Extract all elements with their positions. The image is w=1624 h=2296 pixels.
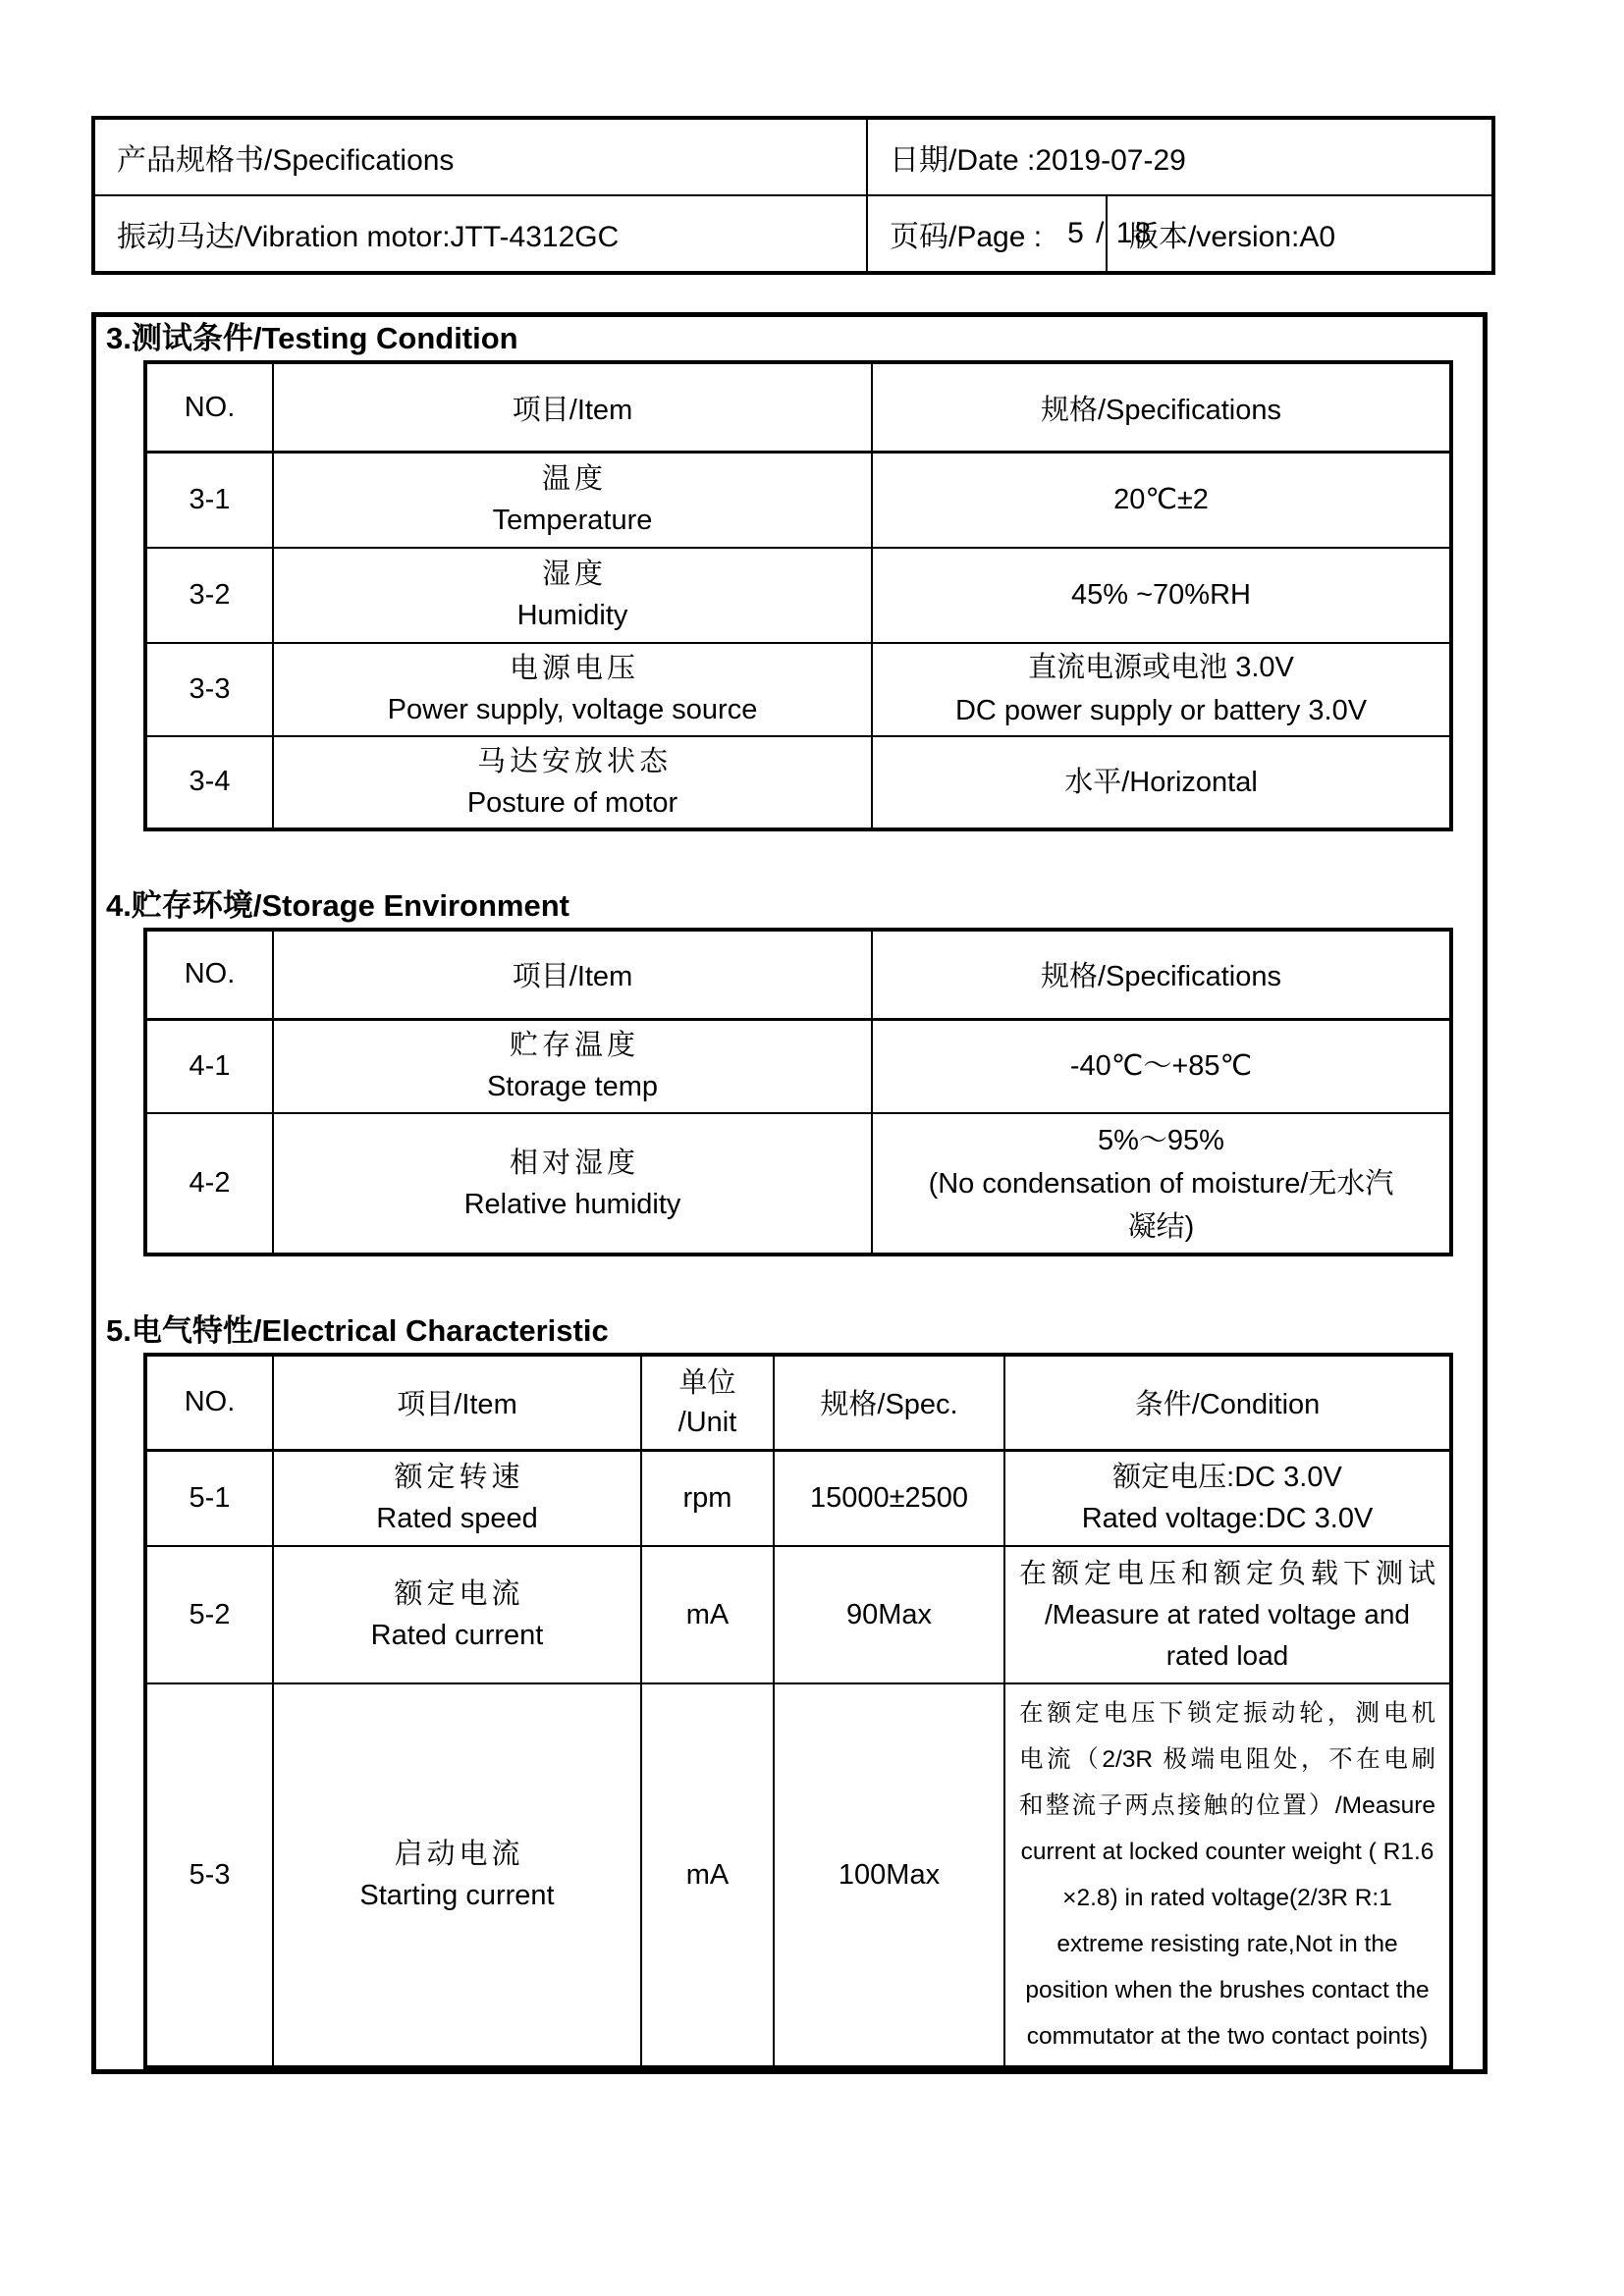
item-cell xyxy=(273,1113,872,1255)
row-no: 3-2 xyxy=(145,548,273,643)
col-header-spec: 规格/Spec. xyxy=(774,1355,1004,1450)
row-no: 4-2 xyxy=(145,1113,273,1255)
table-header-row xyxy=(145,362,1451,453)
item-cn: 相对湿度 xyxy=(509,1147,639,1179)
unit-cell: mA xyxy=(641,1546,774,1683)
document-header-table xyxy=(91,116,1495,275)
table-header-row xyxy=(145,1355,1451,1450)
item-en: Humidity xyxy=(516,600,628,631)
doc-date-cell xyxy=(868,120,1491,194)
electrical-characteristic-table xyxy=(143,1353,1453,2069)
row-no: 3-4 xyxy=(145,736,273,829)
doc-version-cell xyxy=(1108,196,1491,271)
spec-cell xyxy=(872,736,1451,829)
item-cell xyxy=(273,548,872,643)
condition-line: 额定电压:DC 3.0V xyxy=(1112,1462,1342,1494)
unit-header-cn: 单位 xyxy=(678,1366,736,1399)
item-en: Starting current xyxy=(359,1880,555,1911)
doc-title: 产品规格书/Specifications xyxy=(117,144,455,177)
item-en: Temperature xyxy=(492,505,653,537)
doc-date: 日期/Date :2019-07-29 xyxy=(890,144,1186,177)
table-row xyxy=(145,1113,1451,1255)
table-header-row xyxy=(145,930,1451,1020)
item-cell xyxy=(273,643,872,736)
col-header-condition: 条件/Condition xyxy=(1004,1355,1451,1450)
content-box xyxy=(91,312,1488,2074)
col-header-item: 项目/Item xyxy=(273,1355,641,1450)
col-header-item: 项目/Item xyxy=(273,930,872,1020)
item-cell xyxy=(273,736,872,829)
col-header-item: 项目/Item xyxy=(273,362,872,453)
item-cell xyxy=(273,1450,641,1546)
condition-line: /Measure at rated voltage and xyxy=(1044,1599,1410,1629)
testing-condition-table xyxy=(143,360,1453,831)
section3-title: 3.测试条件/Testing Condition xyxy=(106,321,518,355)
col-header-unit xyxy=(641,1355,774,1450)
condition-line: ×2.8) in rated voltage(2/3R R:1 xyxy=(1062,1885,1392,1911)
spec-line: (No condensation of moisture/无水汽 xyxy=(928,1167,1394,1200)
row-no: 4-1 xyxy=(145,1019,273,1113)
spec-cell xyxy=(872,548,1451,643)
spec-line: 凝结) xyxy=(1127,1210,1195,1243)
item-cn: 启动电流 xyxy=(394,1839,524,1870)
spec-line: 5%～95% xyxy=(1098,1124,1224,1156)
item-cn: 贮存温度 xyxy=(509,1030,639,1062)
doc-motor: 振动马达/Vibration motor:JTT-4312GC xyxy=(117,221,620,253)
item-cn: 额定电流 xyxy=(394,1578,524,1610)
condition-line: position when the brushes contact the xyxy=(1025,1977,1430,2003)
table-row xyxy=(145,1019,1451,1113)
table-row xyxy=(145,1450,1451,1546)
row-no: 5-2 xyxy=(145,1546,273,1683)
condition-line: rated load xyxy=(1165,1640,1289,1671)
col-header-no: NO. xyxy=(145,930,273,1020)
doc-title-cell xyxy=(95,120,868,194)
spec-line: 45% ~70%RH xyxy=(1071,579,1251,611)
table-row xyxy=(145,453,1451,548)
item-cell xyxy=(273,1546,641,1683)
spec-line: 水平/Horizontal xyxy=(1064,766,1258,798)
condition-line: extreme resisting rate,Not in the xyxy=(1056,1931,1398,1957)
spec-cell xyxy=(872,1019,1451,1113)
header-row-1 xyxy=(95,120,1491,194)
table-row xyxy=(145,1546,1451,1683)
section4-title: 4.贮存环境/Storage Environment xyxy=(106,887,569,923)
item-en: Rated speed xyxy=(376,1503,538,1535)
col-header-spec: 规格/Specifications xyxy=(872,930,1451,1020)
item-en: Rated current xyxy=(370,1620,544,1651)
spec-line: -40℃～+85℃ xyxy=(1069,1050,1253,1083)
condition-cell xyxy=(1004,1450,1451,1546)
unit-header-en: /Unit xyxy=(677,1406,737,1438)
doc-motor-cell xyxy=(95,196,868,271)
section5-title: 5.电气特性/Electrical Characteristic xyxy=(106,1313,609,1348)
condition-line: 在额定电压下锁定振动轮，测电机 xyxy=(1019,1700,1435,1727)
item-en: Power supply, voltage source xyxy=(387,694,758,725)
col-header-spec: 规格/Specifications xyxy=(872,362,1451,453)
col-header-no: NO. xyxy=(145,1355,273,1450)
condition-line: Rated voltage:DC 3.0V xyxy=(1081,1503,1374,1535)
row-no: 3-3 xyxy=(145,643,273,736)
item-cell xyxy=(273,1019,872,1113)
spec-cell: 15000±2500 xyxy=(774,1450,1004,1546)
spec-cell xyxy=(872,1113,1451,1255)
spec-cell: 90Max xyxy=(774,1546,1004,1683)
item-cn: 电源电压 xyxy=(509,653,639,684)
item-en: Relative humidity xyxy=(463,1188,681,1220)
item-cn: 温度 xyxy=(541,463,607,496)
storage-environment-table xyxy=(143,928,1453,1257)
table-row xyxy=(145,1683,1451,2067)
item-cell xyxy=(273,453,872,548)
unit-cell: rpm xyxy=(641,1450,774,1546)
row-no: 5-3 xyxy=(145,1683,273,2067)
condition-cell xyxy=(1004,1546,1451,1683)
item-cn: 马达安放状态 xyxy=(476,745,672,777)
doc-page-cell xyxy=(868,196,1154,271)
table-row xyxy=(145,643,1451,736)
table-row xyxy=(145,548,1451,643)
item-cn: 额定转速 xyxy=(394,1462,524,1494)
condition-line: 在额定电压和额定负载下测试 xyxy=(1019,1558,1435,1588)
row-no: 3-1 xyxy=(145,453,273,548)
condition-line: 电流（2/3R 极端电阻处，不在电刷 xyxy=(1019,1746,1435,1773)
item-en: Posture of motor xyxy=(466,786,678,819)
spec-cell xyxy=(872,453,1451,548)
condition-line: commutator at the two contact points) xyxy=(1026,2023,1429,2050)
header-row-2 xyxy=(95,194,1491,271)
spec-line: 20℃±2 xyxy=(1113,484,1209,516)
condition-line: 和整流子两点接触的位置）/Measure xyxy=(1019,1792,1435,1819)
item-cn: 湿度 xyxy=(541,559,607,590)
condition-line: current at locked counter weight ( R1.6 xyxy=(1020,1839,1435,1865)
spec-line: 直流电源或电池 3.0V xyxy=(1028,652,1294,683)
doc-version: 版本/version:A0 xyxy=(1129,221,1336,253)
spec-cell: 100Max xyxy=(774,1683,1004,2067)
page-value: 5 / 18 xyxy=(1067,217,1154,249)
table-row xyxy=(145,736,1451,829)
page-label: 页码/Page : xyxy=(890,221,1043,253)
row-no: 5-1 xyxy=(145,1450,273,1546)
unit-cell: mA xyxy=(641,1683,774,2067)
spec-line: DC power supply or battery 3.0V xyxy=(954,695,1368,726)
item-en: Storage temp xyxy=(486,1071,659,1103)
spec-cell xyxy=(872,643,1451,736)
item-cell xyxy=(273,1683,641,2067)
col-header-no: NO. xyxy=(145,362,273,453)
condition-cell xyxy=(1004,1683,1451,2067)
